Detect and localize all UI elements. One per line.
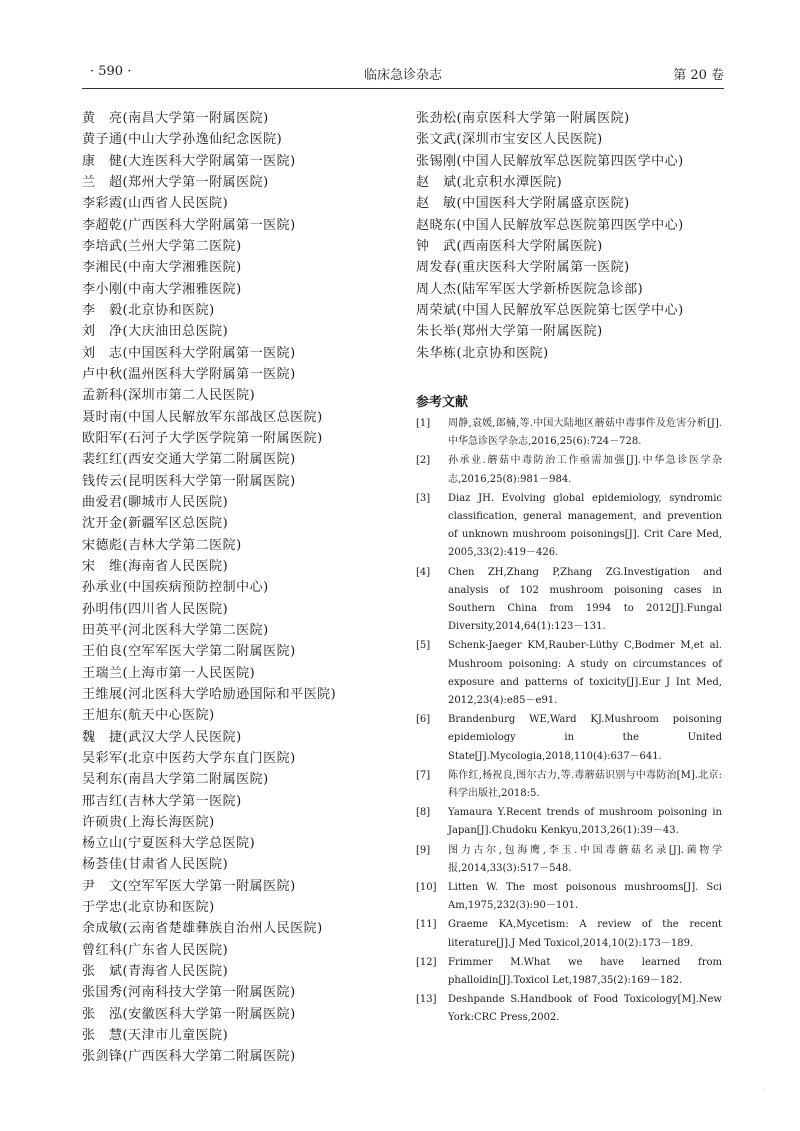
reference-text: Deshpande S.Handbook of Food Toxicology[M].New York:CRC Press,2002. <box>448 994 722 1024</box>
committee-member: 杨立山(宁夏医科大学总医院) <box>82 836 256 852</box>
reference-number: [5] <box>416 640 431 652</box>
committee-member: 赵 斌(北京积水潭医院) <box>416 174 563 190</box>
reference-text: Schenk-Jaeger KM,Rauber-Lüthy C,Bodmer M,et al. Mushroom poisoning: A study on circumstances of exposure and patterns of toxicity[J].Eur J Int Med, 2012,23(4):e85－e91. <box>448 640 722 706</box>
page-header <box>82 62 724 84</box>
committee-member: 宋 维(海南省人民医院) <box>82 558 229 574</box>
reference-number: [10] <box>416 882 437 894</box>
reference-item <box>416 767 722 803</box>
references-heading: 参考文献 <box>416 394 469 410</box>
reference-item <box>416 954 722 990</box>
reference-text: Brandenburg WE,Ward KJ.Mushroom poisoning epidemiology in the United State[J].Mycologia,2018,110(4):637－641. <box>448 714 722 762</box>
committee-member: 欧阳军(石河子大学医学院第一附属医院) <box>82 430 323 446</box>
committee-member: 康 健(大连医科大学附属第一医院) <box>82 153 296 169</box>
reference-item <box>416 415 722 451</box>
reference-text: Frimmer M.What we have learned from phalloidin[J].Toxicol Let,1987,35(2):169－182. <box>448 956 722 987</box>
committee-member: 宋德彪(吉林大学第二医院) <box>82 537 242 553</box>
committee-member: 张 泓(安徽医科大学第一附属医院) <box>82 1006 296 1022</box>
committee-member: 李 毅(北京协和医院) <box>82 302 215 318</box>
reference-text: 孙承业.蘑菇中毒防治工作亟需加强[J].中华急诊医学杂志,2016,25(8):981－984. <box>448 455 722 485</box>
committee-member: 周荣斌(中国人民解放军总医院第七医学中心) <box>416 302 684 318</box>
reference-item <box>416 879 722 915</box>
committee-member: 卢中秋(温州医科大学附属第一医院) <box>82 366 296 382</box>
committee-member: 田英平(河北医科大学第二医院) <box>82 622 269 638</box>
committee-member: 吴彩军(北京中医药大学东直门医院) <box>82 750 296 766</box>
reference-text: Chen ZH,Zhang P,Zhang ZG.Investigation and analysis of 102 mushroom poisoning cases in Southern China from 1994 to 2012[J].Fungal Diversity,2014,64(1):123－131. <box>448 566 722 633</box>
committee-member: 周人杰(陆军军医大学新桥医院急诊部) <box>416 281 644 297</box>
committee-member: 刘 净(大庆油田总医院) <box>82 324 229 340</box>
journal-title: 临床急诊杂志 <box>363 68 442 83</box>
committee-member: 曲爱君(聊城市人民医院) <box>82 494 229 510</box>
reference-number: [2] <box>416 455 431 467</box>
committee-member: 兰 超(郑州大学第一附属医院) <box>82 174 269 190</box>
committee-member: 魏 捷(武汉大学人民医院) <box>82 729 242 745</box>
reference-item <box>416 991 722 1027</box>
reference-text: 周静,袁媛,郎楠,等.中国大陆地区蘑菇中毒事件及危害分析[J].中华急诊医学杂志,2016,25(6):724－728. <box>448 417 722 448</box>
committee-member: 赵 敏(中国医科大学附属盛京医院) <box>416 196 630 212</box>
right-name-list <box>416 108 722 364</box>
committee-member: 张文武(深圳市宝安区人民医院) <box>416 132 603 148</box>
reference-number: [3] <box>416 492 431 504</box>
committee-member: 王瑞兰(上海市第一人民医院) <box>82 665 256 681</box>
reference-list <box>416 415 722 1028</box>
reference-number: [6] <box>416 714 431 726</box>
committee-member: 钟 武(西南医科大学附属医院) <box>416 238 603 254</box>
committee-member: 张劲松(南京医科大学第一附属医院) <box>416 111 630 126</box>
reference-item <box>416 490 722 563</box>
committee-member: 刘 志(中国医科大学附属第一医院) <box>82 345 296 361</box>
committee-member: 余成敏(云南省楚雄彝族自治州人民医院) <box>82 921 323 937</box>
reference-text: Yamaura Y.Recent trends of mushroom poisoning in Japan[J].Chudoku Kenkyu,2013,26(1):39－43. <box>448 807 722 837</box>
header-rule <box>82 88 724 89</box>
reference-text: Diaz JH. Evolving global epidemiology, syndromic classification, general management, and prevention of unknown mushroom poisonings[J]. Crit Care Med, 2005,33(2):419－426. <box>448 492 722 559</box>
committee-member: 聂时南(中国人民解放军东部战区总医院) <box>82 409 323 425</box>
committee-member: 张 斌(青海省人民医院) <box>82 964 229 980</box>
reference-number: [13] <box>416 994 437 1006</box>
left-column <box>82 108 382 1068</box>
committee-member: 邢吉红(吉林大学第一医院) <box>82 793 242 809</box>
committee-member: 王维展(河北医科大学哈励逊国际和平医院) <box>82 686 337 702</box>
committee-member: 许硕贵(上海长海医院) <box>82 814 215 830</box>
committee-member: 张锡刚(中国人民解放军总医院第四医学中心) <box>416 153 684 169</box>
committee-member: 于学忠(北京协和医院) <box>82 900 215 916</box>
committee-member: 黄子通(中山大学孙逸仙纪念医院) <box>82 132 283 148</box>
committee-member: 王伯良(空军军医大学第二附属医院) <box>82 644 296 660</box>
committee-member: 黄 亮(南昌大学第一附属医院) <box>82 111 269 126</box>
reference-number: [11] <box>416 919 437 931</box>
committee-member: 沈开金(新疆军区总医院) <box>82 516 229 532</box>
reference-number: [4] <box>416 566 431 578</box>
reference-number: [1] <box>416 417 431 429</box>
reference-item <box>416 916 722 952</box>
committee-member: 张国秀(河南科技大学第一附属医院) <box>82 985 296 1001</box>
reference-number: [12] <box>416 956 437 968</box>
committee-member: 李小刚(中南大学湘雅医院) <box>82 281 242 297</box>
committee-member: 裴红红(西安交通大学第二附属医院) <box>82 452 296 468</box>
reference-text: Graeme KA,Mycetism: A review of the recent literature[J].J Med Toxicol,2014,10(2):173－189. <box>448 919 722 949</box>
committee-member: 李培武(兰州大学第二医院) <box>82 238 242 254</box>
committee-member: 钱传云(昆明医科大学第一附属医院) <box>82 473 296 489</box>
reference-text: Litten W. The most poisonous mushrooms[J]. Sci Am,1975,232(3):90－101. <box>448 882 722 912</box>
reference-number: [8] <box>416 807 431 819</box>
right-column <box>416 108 722 1029</box>
committee-member: 张剑锋(广西医科大学第二附属医院) <box>82 1049 296 1065</box>
committee-member: 孙承业(中国疾病预防控制中心) <box>82 580 269 596</box>
committee-member: 周发春(重庆医科大学附属第一医院) <box>416 260 630 276</box>
reference-number: [9] <box>416 844 431 856</box>
committee-member: 赵晓东(中国人民解放军总医院第四医学中心) <box>416 217 684 233</box>
page-number: · 590 · <box>90 64 132 79</box>
committee-member: 朱华栋(北京协和医院) <box>416 345 549 361</box>
reference-item <box>416 564 722 637</box>
reference-item <box>416 637 722 710</box>
committee-member: 王旭东(航天中心医院) <box>82 708 215 724</box>
volume-label: 第 20 卷 <box>673 68 724 83</box>
committee-member: 李湘民(中南大学湘雅医院) <box>82 260 242 276</box>
committee-member: 李彩霞(山西省人民医院) <box>82 196 229 212</box>
committee-member: 尹 文(空军军医大学第一附属医院) <box>82 878 296 894</box>
committee-member: 孙明伟(四川省人民医院) <box>82 601 229 617</box>
reference-item <box>416 452 722 488</box>
reference-text: 陈作红,杨祝良,图尔古力,等.毒蘑菇识别与中毒防治[M].北京:科学出版社,2018:5. <box>448 769 722 799</box>
reference-text: 图力古尔,包海鹰,李玉.中国毒蘑菇名录[J].菌物学报,2014,33(3):517－548. <box>448 844 722 874</box>
reference-item <box>416 711 722 766</box>
reference-number: [7] <box>416 769 431 781</box>
committee-member: 李超乾(广西医科大学附属第一医院) <box>82 217 296 233</box>
committee-member: 杨荟佳(甘肃省人民医院) <box>82 857 229 873</box>
committee-member: 孟新科(深圳市第二人民医院) <box>82 388 256 404</box>
corner-mark: . <box>763 1082 766 1091</box>
reference-item <box>416 842 722 878</box>
reference-item <box>416 804 722 840</box>
committee-member: 吴利东(南昌大学第二附属医院) <box>82 772 269 788</box>
committee-member: 张 慧(天津市儿童医院) <box>82 1028 229 1044</box>
committee-member: 朱长举(郑州大学第一附属医院) <box>416 324 603 340</box>
committee-member: 曾红科(广东省人民医院) <box>82 942 229 958</box>
